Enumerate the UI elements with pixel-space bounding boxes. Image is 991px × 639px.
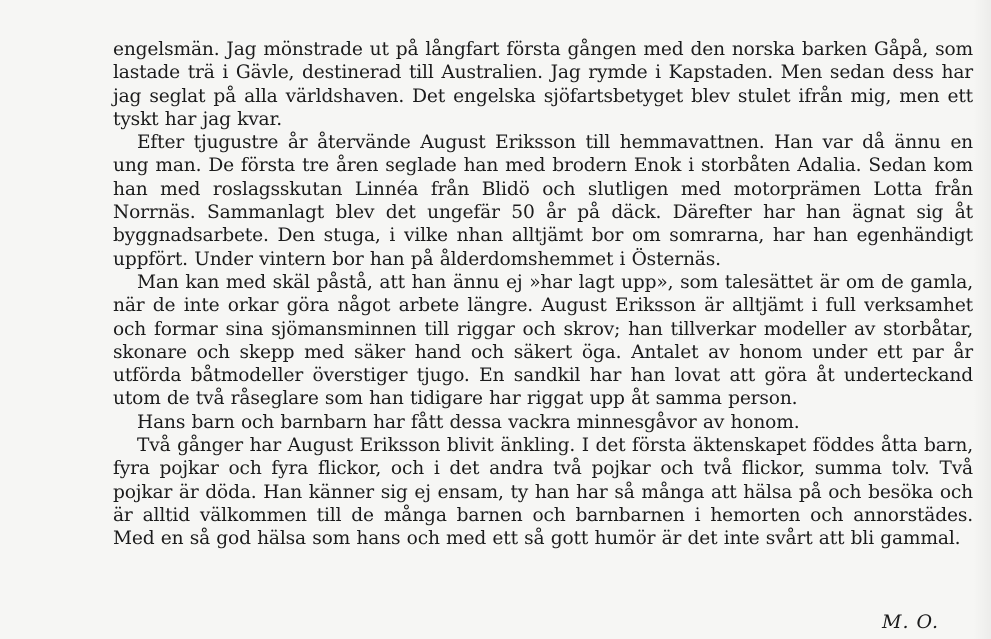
article-text — [113, 38, 973, 551]
paragraph-1: engelsmän. Jag mönstrade ut på långfart första gången med den norska barken Gåpå, som lastade trä i Gävle, destinerad till Australien. Jag rymde i Kapstaden. Men sedan dess har jag seglat på alla världshaven. Det engelska sjöfartsbetyget blev stulet ifrån mig, men ett tyskt har jag kvar. — [113, 39, 973, 130]
paragraph-4: Hans barn och barnbarn har fått dessa vackra minnesgåvor av honom. — [137, 411, 800, 433]
author-signature: M. O. — [882, 611, 940, 633]
paragraph-5: Två gånger har August Eriksson blivit änkling. I det första äktenskapet föddes åtta barn, fyra pojkar och fyra flickor, och i det andra två pojkar och två flickor, summa tolv. Två pojkar är döda. Han känner sig ej ensam, ty han har så många att hälsa på och besöka och är alltid välkommen till de många barnen och barnbarnen i hemorten och annorstädes. Med en så god hälsa som hans och med ett så gott humör är det inte svårt att bli gammal. — [113, 435, 973, 550]
paragraph-3: Man kan med skäl påstå, att han ännu ej »har lagt upp», som talesättet är om de gamla, när de inte orkar göra något arbete längre. August Eriksson är alltjämt i full verksamhet och formar sina sjömansminnen till riggar och skrov; han tillverkar modeller av storbåtar, skonare och skepp med säker hand och säkert öga. Antalet av honom under ett par år utförda båtmodeller överstiger tjugo. En sandkil har han lovat att göra åt underteckand utom de två råseglare som han tidigare har riggat upp åt samma person. — [113, 271, 973, 410]
paragraph-2: Efter tjugustre år återvände August Eriksson till hemmavattnen. Han var då ännu en ung man. De första tre åren seglade han med brodern Enok i storbåten Adalia. Sedan kom han med roslagsskutan Linnéa från Blidö och slutligen med motorprämen Lotta från Norrnäs. Sammanlagt blev det ungefär 50 år på däck. Därefter har han ägnat sig åt byggnadsarbete. Den stuga, i vilke nhan alltjämt bor om somrarna, har han egenhändigt uppfört. Under vintern bor han på ålderdomshemmet i Östernäs. — [113, 132, 973, 270]
scan-edge-shade — [973, 0, 991, 639]
